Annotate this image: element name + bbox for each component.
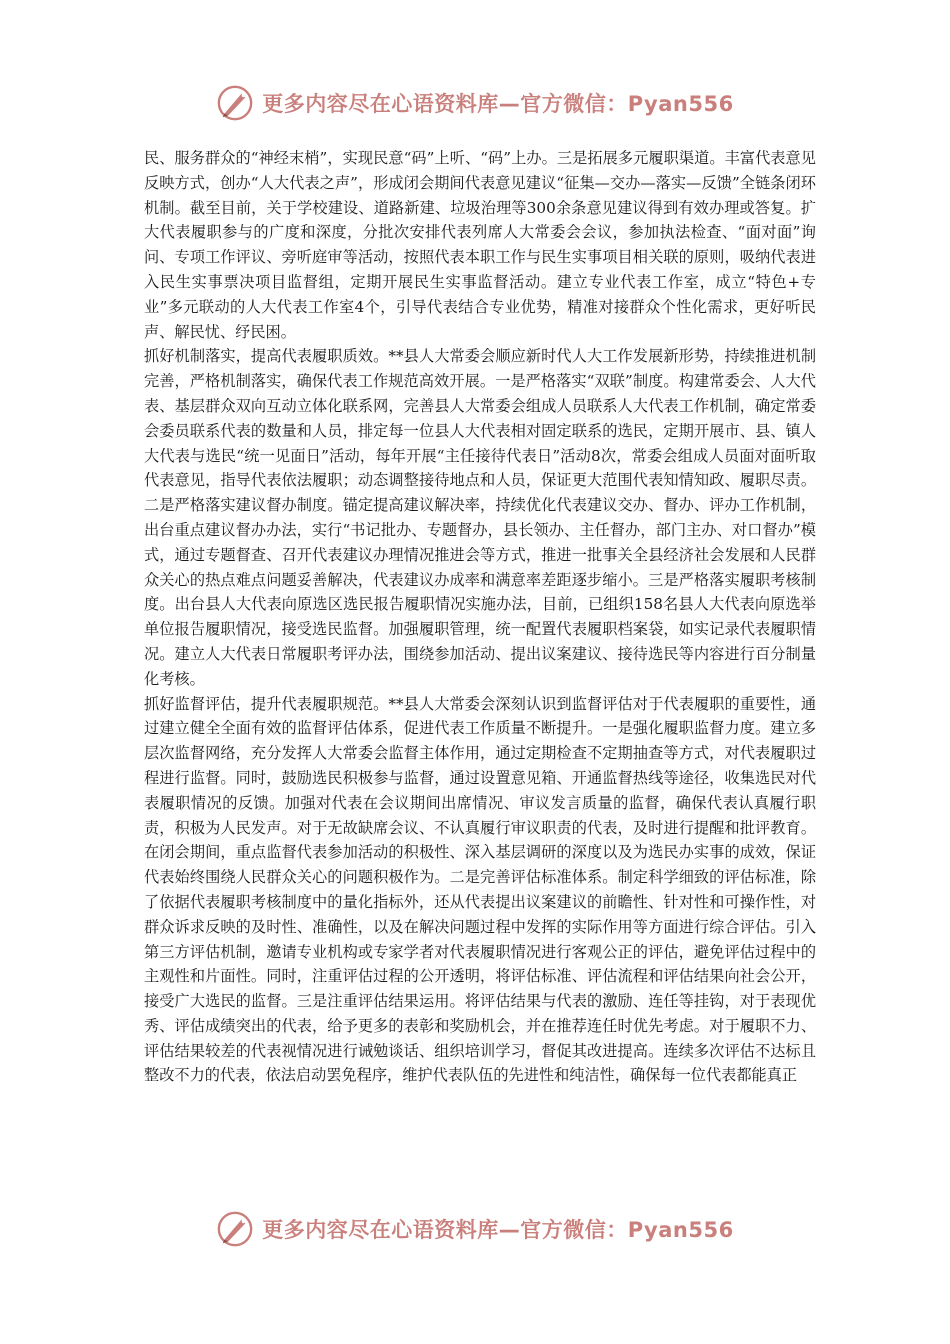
- paragraph: 民、服务群众的“神经末梢”，实现民意“码”上听、“码”上办。三是拓展多元履职渠道。丰富代表意见反映方式，创办“人大代表之声”，形成闭会期间代表意见建议“征集—交办—落实—反馈”全链条闭环机制。截至目前，关于学校建设、道路新建、垃圾治理等300余条意见建议得到有效办理或答复。扩大代表履职参与的广度和深度，分批次安排代表列席人大常委会会议，参加执法检查、“面对面”询问、专项工作评议、旁听庭审等活动，按照代表本职工作与民生实事项目相关联的原则，吸纳代表进入民生实事票决项目监督组，定期开展民生实事监督活动。建立专业代表工作室，成立“特色+专业”多元联动的人大代表工作室4个，引导代表结合专业优势，精准对接群众个性化需求，更好听民声、解民忧、纾民困。: [144, 149, 816, 341]
- footer-banner-text: 更多内容尽在心语资料库—官方微信：Pyan556: [262, 1218, 734, 1242]
- document-body: [144, 146, 816, 1088]
- footer-banner: [0, 1206, 950, 1252]
- header-banner: [0, 80, 950, 126]
- paragraph: 抓好机制落实，提高代表履职质效。**县人大常委会顺应新时代人大工作发展新形势，持续推进机制完善，严格机制落实，确保代表工作规范高效开展。一是严格落实“双联”制度。构建常委会、人大代表、基层群众双向互动立体化联系网，完善县人大常委会组成人员联系人大代表工作机制，确定常委会委员联系代表的数量和人员，排定每一位县人大代表相对固定联系的选民，定期开展市、县、镇人大代表与选民“统一见面日”活动，每年开展“主任接待代表日”活动8次，常委会组成人员面对面听取代表意见，指导代表依法履职；动态调整接待地点和人员，保证更大范围代表知情知政、履职尽责。二是严格落实建议督办制度。锚定提高建议解决率，持续优化代表建议交办、督办、评办工作机制，出台重点建议督办办法，实行“书记批办、专题督办，县长领办、主任督办，部门主办、对口督办”模式，通过专题督查、召开代表建议办理情况推进会等方式，推进一批事关全县经济社会发展和人民群众关心的热点难点问题妥善解决，代表建议办成率和满意率差距逐步缩小。三是严格落实履职考核制度。出台县人大代表向原选区选民报告履职情况实施办法，目前，已组织158名县人大代表向原选举单位报告履职情况，接受选民监督。加强履职管理，统一配置代表履职档案袋，如实记录代表履职情况。建立人大代表日常履职考评办法，围绕参加活动、提出议案建议、接待选民等内容进行百分制量化考核。: [144, 347, 816, 688]
- header-banner-text: 更多内容尽在心语资料库—官方微信：Pyan556: [262, 92, 734, 116]
- paragraph: 抓好监督评估，提升代表履职规范。**县人大常委会深刻认识到监督评估对于代表履职的重要性，通过建立健全全面有效的监督评估体系，促进代表工作质量不断提升。一是强化履职监督力度。建立多层次监督网络，充分发挥人大常委会监督主体作用，通过定期检查不定期抽查等方式，对代表履职过程进行监督。同时，鼓励选民积极参与监督，通过设置意见箱、开通监督热线等途径，收集选民对代表履职情况的反馈。加强对代表在会议期间出席情况、审议发言质量的监督，确保代表认真履行职责，积极为人民发声。对于无故缺席会议、不认真履行审议职责的代表，及时进行提醒和批评教育。在闭会期间，重点监督代表参加活动的积极性、深入基层调研的深度以及为选民办实事的成效，保证代表始终围绕人民群众关心的问题积极作为。二是完善评估标准体系。制定科学细致的评估标准，除了依据代表履职考核制度中的量化指标外，还从代表提出议案建议的前瞻性、针对性和可操作性，对群众诉求反映的及时性、准确性，以及在解决问题过程中发挥的实际作用等方面进行综合评估。引入第三方评估机制，邀请专业机构或专家学者对代表履职情况进行客观公正的评估，避免评估过程中的主观性和片面性。同时，注重评估过程的公开透明，将评估标准、评估流程和评估结果向社会公开，接受广大选民的监督。三是注重评估结果运用。将评估结果与代表的激励、连任等挂钩，对于表现优秀、评估成绩突出的代表，给予更多的表彰和奖励机会，并在推荐连任时优先考虑。对于履职不力、评估结果较差的代表视情况进行诫勉谈话、组织培训学习，督促其改进提高。连续多次评估不达标且整改不力的代表，依法启动罢免程序，维护代表队伍的先进性和纯洁性，确保每一位代表都能真正: [144, 694, 816, 1085]
- pen-logo-icon: [216, 84, 254, 122]
- pen-logo-icon: [216, 1210, 254, 1248]
